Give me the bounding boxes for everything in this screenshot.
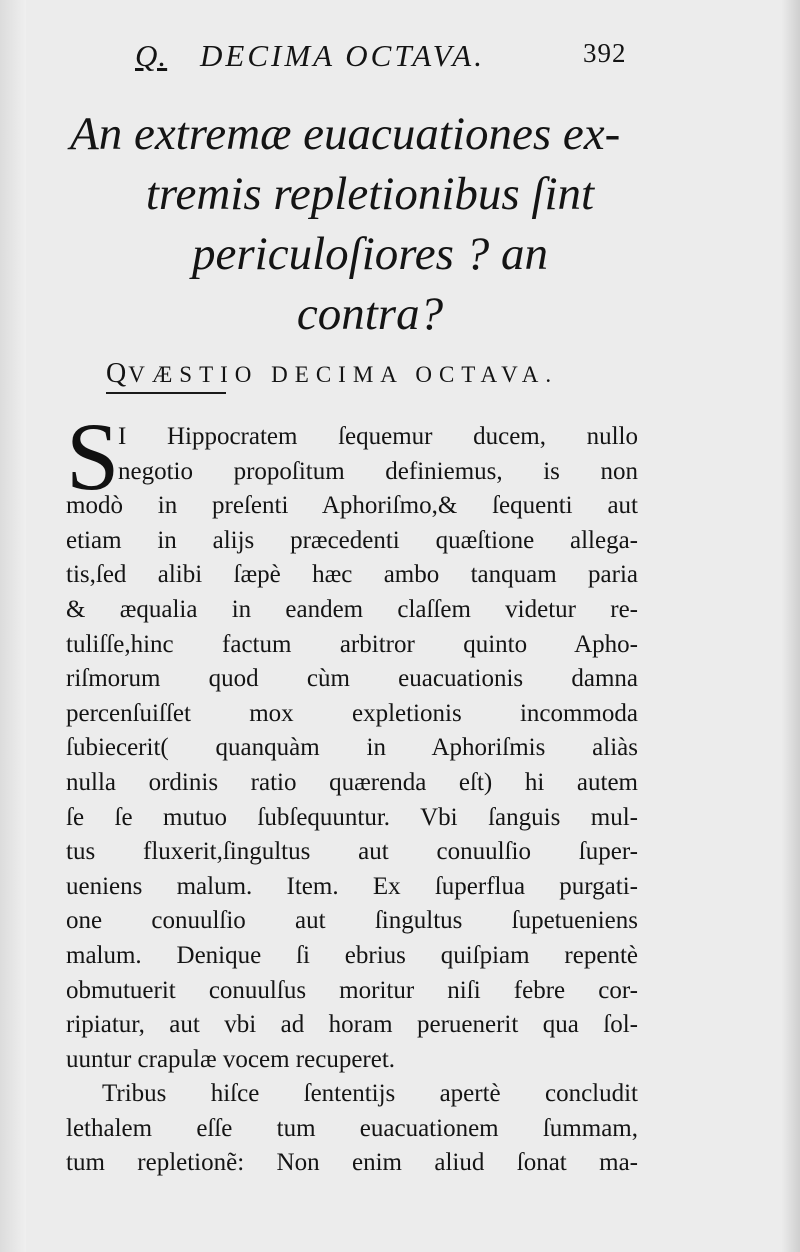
text-line: one conuulſio aut ſingultus ſupetueniens	[66, 907, 638, 935]
title-line: contra?	[296, 288, 444, 340]
text-line: tuliſſe,hinc factum arbitror quinto Apho-	[66, 630, 638, 658]
title-line: periculoſiores ? an	[192, 228, 548, 280]
text-line: ueniens malum. Item. Ex ſuperflua purgati-	[66, 872, 638, 900]
title-line: An extremæ euacuationes ex-	[70, 108, 621, 160]
text-line: obmutuerit conuulſus moritur niſi febre cor-	[66, 976, 638, 1004]
text-line: Tribus hiſce ſententijs apertè concludit	[102, 1080, 638, 1108]
body-text	[66, 403, 638, 1181]
section-subheading	[106, 358, 626, 390]
subheading-text: VÆSTIO DECIMA OCTAVA.	[128, 362, 559, 387]
text-line: modò in preſenti Aphoriſmo,& ſequenti aut	[66, 492, 638, 520]
subheading-underline	[106, 392, 226, 394]
text-line: tum repletionẽ: Non enim aliud ſonat ma-	[66, 1149, 638, 1177]
text-line: ripiatur, aut vbi ad horam peruenerit qua ſol-	[66, 1011, 638, 1039]
drop-cap: S	[66, 403, 120, 510]
title-line: tremis repletionibus ſint	[145, 168, 595, 220]
running-head-title: DECIMA OCTAVA.	[200, 38, 485, 73]
running-head	[135, 38, 635, 78]
text-line: negotio propoſitum definiemus, is non	[118, 457, 638, 485]
text-line: tis,ſed alibi ſæpè hæc ambo tanquam paria	[66, 561, 638, 589]
subheading-initial: Q	[106, 358, 129, 389]
text-line: uuntur crapulæ vocem recuperet.	[66, 1045, 396, 1073]
text-line: nulla ordinis ratio quærenda eſt) hi autem	[66, 768, 638, 796]
page-edge-shadow	[782, 0, 800, 1252]
text-line: riſmorum quod cùm euacuationis damna	[66, 665, 638, 693]
text-line: percenſuiſſet mox expletionis incommoda	[66, 699, 638, 727]
text-line: & æqualia in eandem claſſem videtur re-	[66, 595, 638, 623]
chapter-title	[70, 104, 670, 344]
text-line: lethalem eſſe tum euacuationem ſummam,	[66, 1114, 638, 1142]
page-number: 392	[583, 38, 627, 68]
text-line: tus fluxerit,ſingultus aut conuulſio ſuper-	[66, 838, 638, 866]
running-head-question-mark: Q.	[135, 38, 168, 73]
text-line: etiam in alijs præcedenti quæſtione allega-	[66, 526, 638, 554]
text-line: malum. Denique ſi ebrius quiſpiam repentè	[66, 941, 638, 969]
text-line: ſubiecerit( quanquàm in Aphoriſmis aliàs	[66, 734, 638, 762]
text-line: I Hippocratem ſequemur ducem, nullo	[118, 423, 638, 450]
page-gutter-shadow	[0, 0, 26, 1252]
text-line: ſe ſe mutuo ſubſequuntur. Vbi ſanguis mul-	[66, 803, 638, 831]
